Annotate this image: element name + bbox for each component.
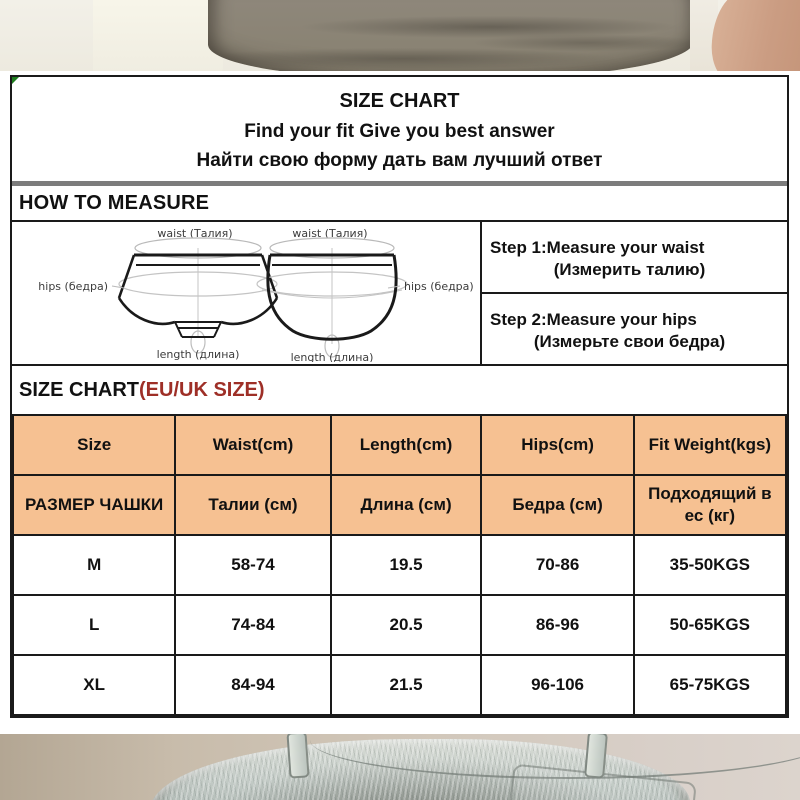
hips-label-right: hips (бедра) — [404, 280, 474, 293]
title-block — [12, 77, 787, 181]
header-weight: Fit Weight(kgs) — [634, 415, 786, 475]
header-length: Length(cm) — [331, 415, 482, 475]
table-header-en — [13, 415, 786, 475]
jeans-belt-loop-left — [286, 734, 309, 779]
jeans-belt-loop-right — [584, 734, 608, 779]
measure-section — [12, 222, 787, 364]
table-header-ru — [13, 475, 786, 535]
header-size-ru: РАЗМЕР ЧАШКИ — [13, 475, 175, 535]
panty-measure-diagram — [12, 222, 480, 364]
model-right-arm — [710, 0, 800, 71]
size-chart-heading-black: SIZE CHART — [19, 378, 139, 401]
header-weight-ru-line1: Подходящий в — [648, 483, 772, 503]
step-1-text-en: Step 1:Measure your waist — [490, 238, 705, 258]
size-chart-heading-red: (EU/UK SIZE) — [139, 378, 265, 401]
cell-length: 19.5 — [331, 535, 482, 595]
header-size: Size — [13, 415, 175, 475]
header-waist-ru: Талии (см) — [175, 475, 330, 535]
table-row-l — [13, 595, 786, 655]
cell-length: 21.5 — [331, 655, 482, 715]
header-length-ru: Длина (см) — [331, 475, 482, 535]
jeans-photo-bottom — [0, 734, 800, 800]
cell-size: XL — [13, 655, 175, 715]
step-1-text-ru: (Измерить талию) — [553, 259, 706, 279]
jeans-waist — [150, 739, 690, 800]
step-2-text-en: Step 2:Measure your hips — [490, 310, 697, 330]
waist-label-left: waist (Талия) — [157, 227, 233, 240]
cell-weight: 50-65KGS — [634, 595, 786, 655]
cell-waist: 58-74 — [175, 535, 330, 595]
cell-corner-artifact — [12, 77, 19, 84]
header-weight-ru — [634, 475, 786, 535]
cell-weight: 65-75KGS — [634, 655, 786, 715]
panty-diagram-svg — [12, 222, 480, 362]
model-photo-top — [0, 0, 800, 71]
step-2-text-ru: (Измерьте свои бедра) — [533, 331, 726, 351]
header-hips: Hips(cm) — [481, 415, 633, 475]
model-left-arm — [0, 0, 101, 71]
cell-hips: 70-86 — [481, 535, 633, 595]
how-to-measure-heading: HOW TO MEASURE — [12, 186, 787, 222]
table-row-xl — [13, 655, 786, 715]
table-row-m — [13, 535, 786, 595]
hips-label-left: hips (бедра) — [38, 280, 108, 293]
hips-leader-right — [388, 286, 400, 288]
subtitle-ru: Найти свою форму дать вам лучший ответ — [196, 149, 603, 171]
header-hips-ru: Бедра (см) — [481, 475, 633, 535]
header-weight-ru-line2: ес (кг) — [684, 506, 735, 525]
cell-waist: 74-84 — [175, 595, 330, 655]
main-title: SIZE CHART — [339, 90, 460, 113]
photo-background-highlight — [93, 0, 223, 71]
model-torso-tank-top — [208, 0, 694, 71]
header-waist: Waist(cm) — [175, 415, 330, 475]
size-chart-sheet — [10, 75, 789, 718]
size-table — [12, 414, 787, 716]
cell-hips: 96-106 — [481, 655, 633, 715]
length-label-left: length (длина) — [156, 348, 240, 361]
length-label-right: length (длина) — [290, 351, 374, 362]
measure-steps — [480, 222, 787, 364]
step-1-box — [482, 222, 787, 294]
cell-size: M — [13, 535, 175, 595]
cell-waist: 84-94 — [175, 655, 330, 715]
cell-hips: 86-96 — [481, 595, 633, 655]
cell-size: L — [13, 595, 175, 655]
cell-weight: 35-50KGS — [634, 535, 786, 595]
size-chart-section-heading — [12, 364, 787, 414]
cell-length: 20.5 — [331, 595, 482, 655]
step-2-box — [482, 294, 787, 364]
waist-label-right: waist (Талия) — [292, 227, 368, 240]
subtitle-en: Find your fit Give you best answer — [244, 120, 555, 142]
